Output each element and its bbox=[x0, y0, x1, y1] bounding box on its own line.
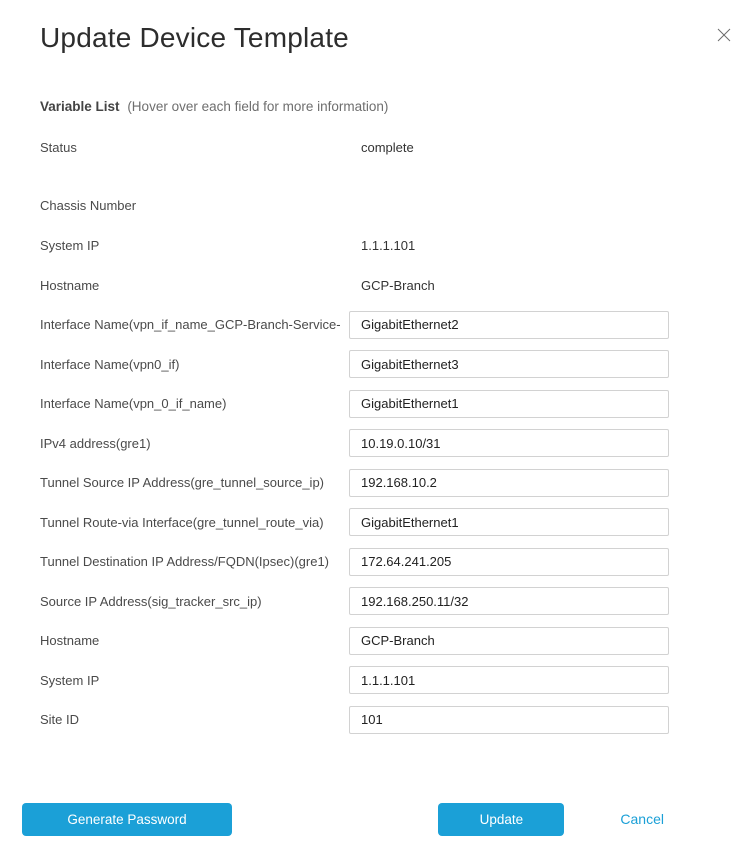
variable-row-editable bbox=[0, 661, 752, 701]
variable-label: Interface Name(vpn0_if) bbox=[40, 356, 180, 372]
variable-label: Hostname bbox=[40, 277, 100, 293]
variable-value: complete bbox=[361, 139, 414, 155]
variable-input[interactable] bbox=[349, 390, 669, 418]
variable-row-editable bbox=[0, 384, 752, 424]
dialog-footer bbox=[0, 803, 752, 836]
variable-label: Site ID bbox=[40, 712, 80, 728]
variable-label: Tunnel Route-via Interface(gre_tunnel_route_via) bbox=[40, 514, 324, 530]
variable-row-editable bbox=[0, 305, 752, 345]
variable-label: Chassis Number bbox=[40, 197, 137, 213]
variable-input[interactable] bbox=[349, 429, 669, 457]
variable-label: Tunnel Destination IP Address/FQDN(Ipsec)(gre1) bbox=[40, 554, 330, 570]
variable-label: Status bbox=[40, 139, 77, 155]
variable-label: System IP bbox=[40, 237, 100, 253]
close-icon[interactable] bbox=[716, 27, 732, 43]
variable-label: System IP bbox=[40, 672, 100, 688]
generate-password-button[interactable]: Generate Password bbox=[22, 803, 232, 836]
variable-row-readonly bbox=[0, 225, 752, 265]
variable-row-editable bbox=[0, 582, 752, 622]
variable-label: Source IP Address(sig_tracker_src_ip) bbox=[40, 593, 262, 609]
footer-actions bbox=[438, 803, 664, 836]
variable-input[interactable] bbox=[349, 706, 669, 734]
variable-input[interactable] bbox=[349, 666, 669, 694]
variable-input[interactable] bbox=[349, 548, 669, 576]
variable-value: GCP-Branch bbox=[361, 277, 435, 293]
variable-value: 1.1.1.101 bbox=[361, 237, 416, 253]
variable-row-editable bbox=[0, 542, 752, 582]
variable-label: Hostname bbox=[40, 633, 100, 649]
variable-input[interactable] bbox=[349, 587, 669, 615]
variable-input[interactable] bbox=[349, 627, 669, 655]
variable-input[interactable] bbox=[349, 350, 669, 378]
variable-row-editable bbox=[0, 503, 752, 543]
variable-label: Tunnel Source IP Address(gre_tunnel_source_ip) bbox=[40, 475, 325, 491]
variable-row-editable bbox=[0, 345, 752, 385]
variable-row-editable bbox=[0, 621, 752, 661]
update-button[interactable]: Update bbox=[438, 803, 564, 836]
variable-row-editable bbox=[0, 700, 752, 740]
variable-input[interactable] bbox=[349, 311, 669, 339]
variable-list-heading: Variable List bbox=[40, 99, 120, 114]
cancel-link[interactable]: Cancel bbox=[620, 811, 664, 827]
variable-rows bbox=[0, 127, 752, 740]
variable-input[interactable] bbox=[349, 469, 669, 497]
variable-row-editable bbox=[0, 463, 752, 503]
variable-row-readonly bbox=[0, 185, 752, 225]
variable-label: Interface Name(vpn_if_name_GCP-Branch-Service- bbox=[40, 317, 341, 333]
variable-row-readonly bbox=[0, 127, 752, 167]
update-device-template-dialog bbox=[0, 22, 752, 865]
variable-row-readonly bbox=[0, 265, 752, 305]
variable-input[interactable] bbox=[349, 508, 669, 536]
variable-list-header bbox=[40, 99, 712, 114]
variable-row-editable bbox=[0, 424, 752, 464]
row-spacer bbox=[0, 167, 752, 185]
page-title: Update Device Template bbox=[40, 22, 349, 53]
variable-label: Interface Name(vpn_0_if_name) bbox=[40, 396, 227, 412]
variable-list-hint: (Hover over each field for more information) bbox=[127, 99, 389, 114]
variable-label: IPv4 address(gre1) bbox=[40, 435, 151, 451]
